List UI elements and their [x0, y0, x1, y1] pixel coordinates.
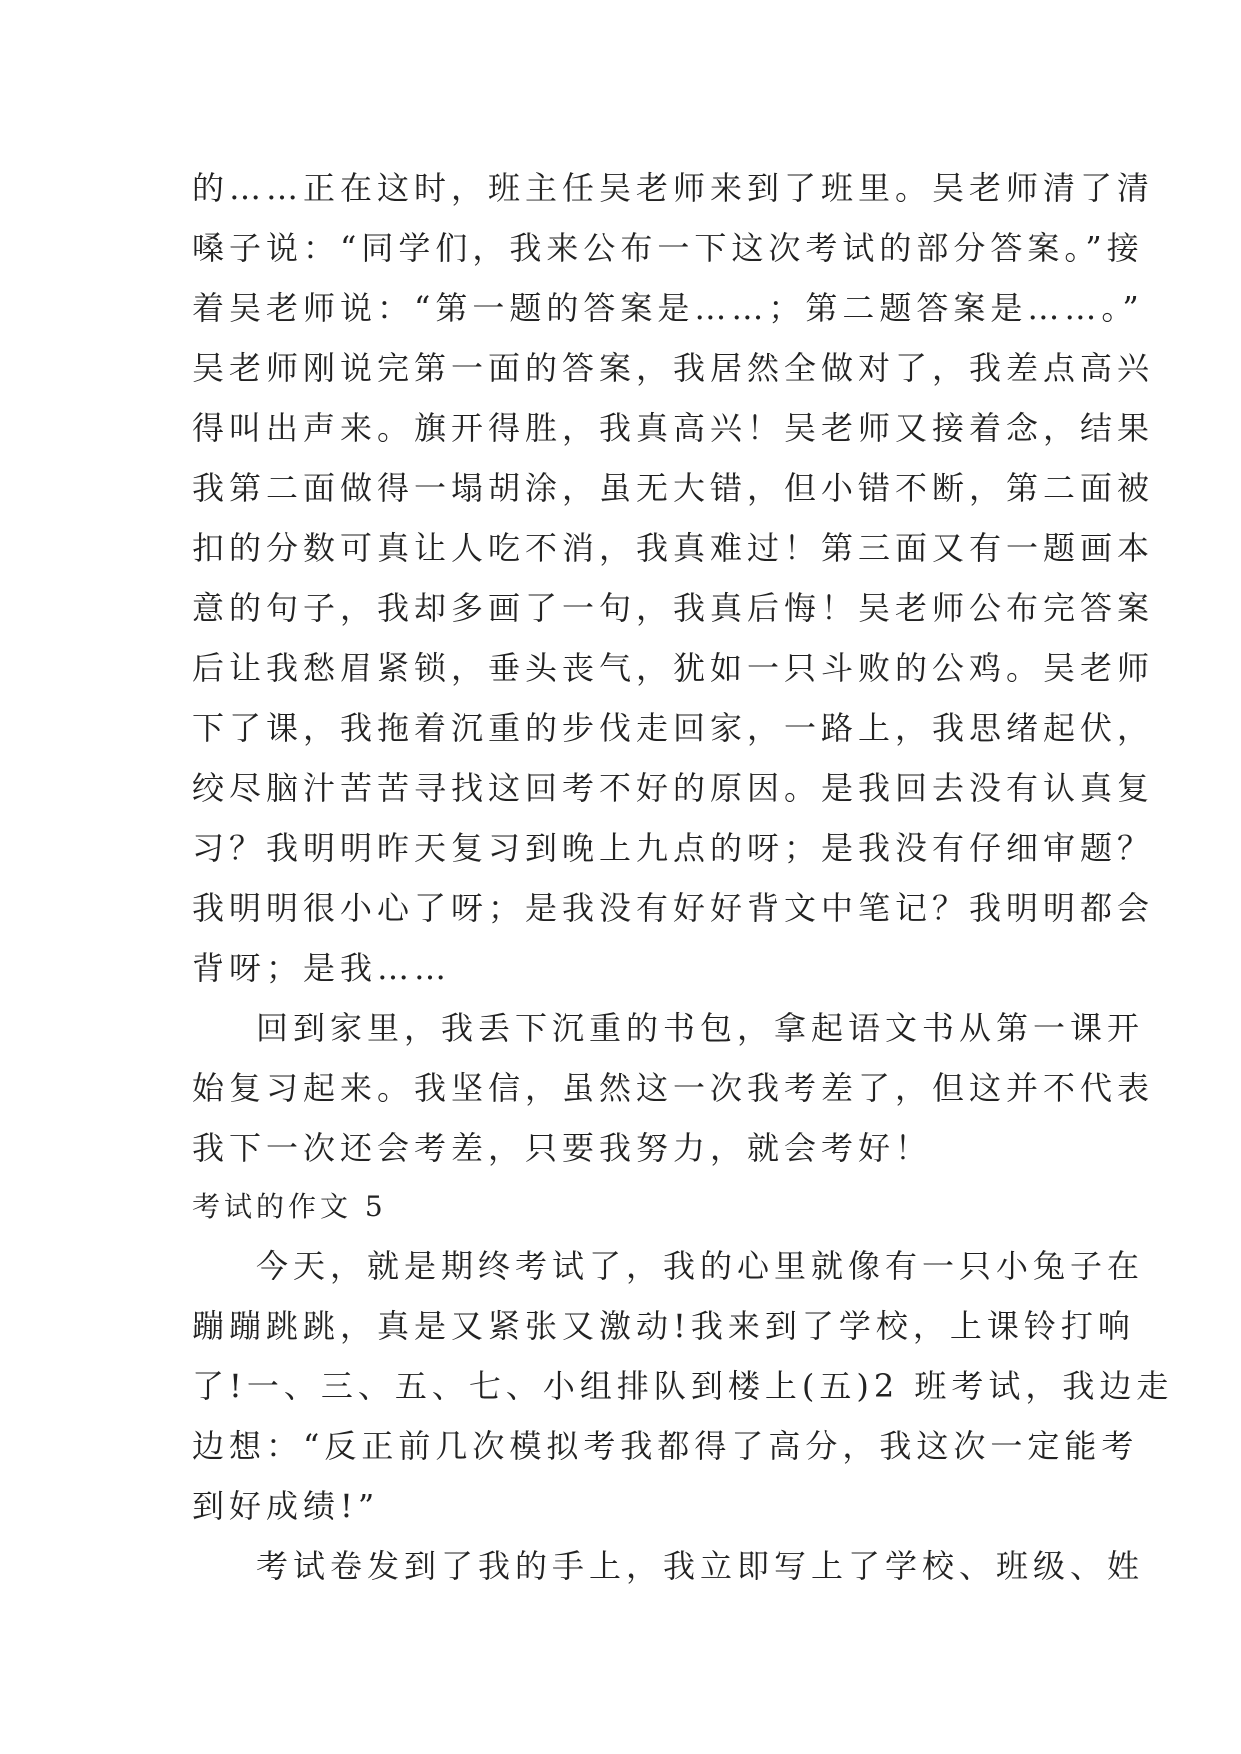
text-line: 习？我明明昨天复习到晚上九点的呀；是我没有仔细审题？	[192, 829, 1155, 867]
paragraph-start-line: 今天，就是期终考试了，我的心里就像有一只小兔子在	[256, 1247, 1145, 1285]
text-line: 着吴老师说：“第一题的答案是……；第二题答案是……。”	[192, 289, 1144, 327]
document-page	[192, 158, 1174, 1596]
text-line: 背呀；是我……	[192, 949, 452, 987]
text-line: 得叫出声来。旗开得胜，我真高兴！吴老师又接着念，结果	[192, 409, 1155, 447]
text-line: 边想：“反正前几次模拟考我都得了高分，我这次一定能考	[192, 1427, 1139, 1465]
text-line: 嗓子说：“同学们，我来公布一下这次考试的部分答案。”接	[192, 229, 1144, 267]
text-line: 到好成绩!”	[192, 1487, 380, 1525]
text-line: 始复习起来。我坚信，虽然这一次我考差了，但这并不代表	[192, 1069, 1155, 1107]
text-line: 下了课，我拖着沉重的步伐走回家，一路上，我思绪起伏，	[192, 709, 1155, 747]
text-line: 绞尽脑汁苦苦寻找这回考不好的原因。是我回去没有认真复	[192, 769, 1155, 807]
text-line: 的……正在这时，班主任吴老师来到了班里。吴老师清了清	[192, 169, 1155, 207]
text-line: 我第二面做得一塌胡涂，虽无大错，但小错不断，第二面被	[192, 469, 1155, 507]
text-line: 我明明很小心了呀；是我没有好好背文中笔记？我明明都会	[192, 889, 1155, 927]
text-line: 意的句子，我却多画了一句，我真后悔！吴老师公布完答案	[192, 589, 1155, 627]
text-line: 我下一次还会考差，只要我努力，就会考好！	[192, 1129, 933, 1167]
text-line: 扣的分数可真让人吃不消，我真难过！第三面又有一题画本	[192, 529, 1155, 567]
section-heading: 考试的作文 5	[192, 1190, 387, 1223]
text-line: 了!一、三、五、七、小组排队到楼上(五)2 班考试，我边走	[192, 1367, 1174, 1405]
text-line: 吴老师刚说完第一面的答案，我居然全做对了，我差点高兴	[192, 349, 1155, 387]
text-line: 蹦蹦跳跳，真是又紧张又激动!我来到了学校，上课铃打响	[192, 1307, 1135, 1345]
text-line: 后让我愁眉紧锁，垂头丧气，犹如一只斗败的公鸡。吴老师	[192, 649, 1155, 687]
paragraph-start-line: 回到家里，我丢下沉重的书包，拿起语文书从第一课开	[256, 1009, 1145, 1047]
paragraph-start-line: 考试卷发到了我的手上，我立即写上了学校、班级、姓	[256, 1547, 1145, 1585]
